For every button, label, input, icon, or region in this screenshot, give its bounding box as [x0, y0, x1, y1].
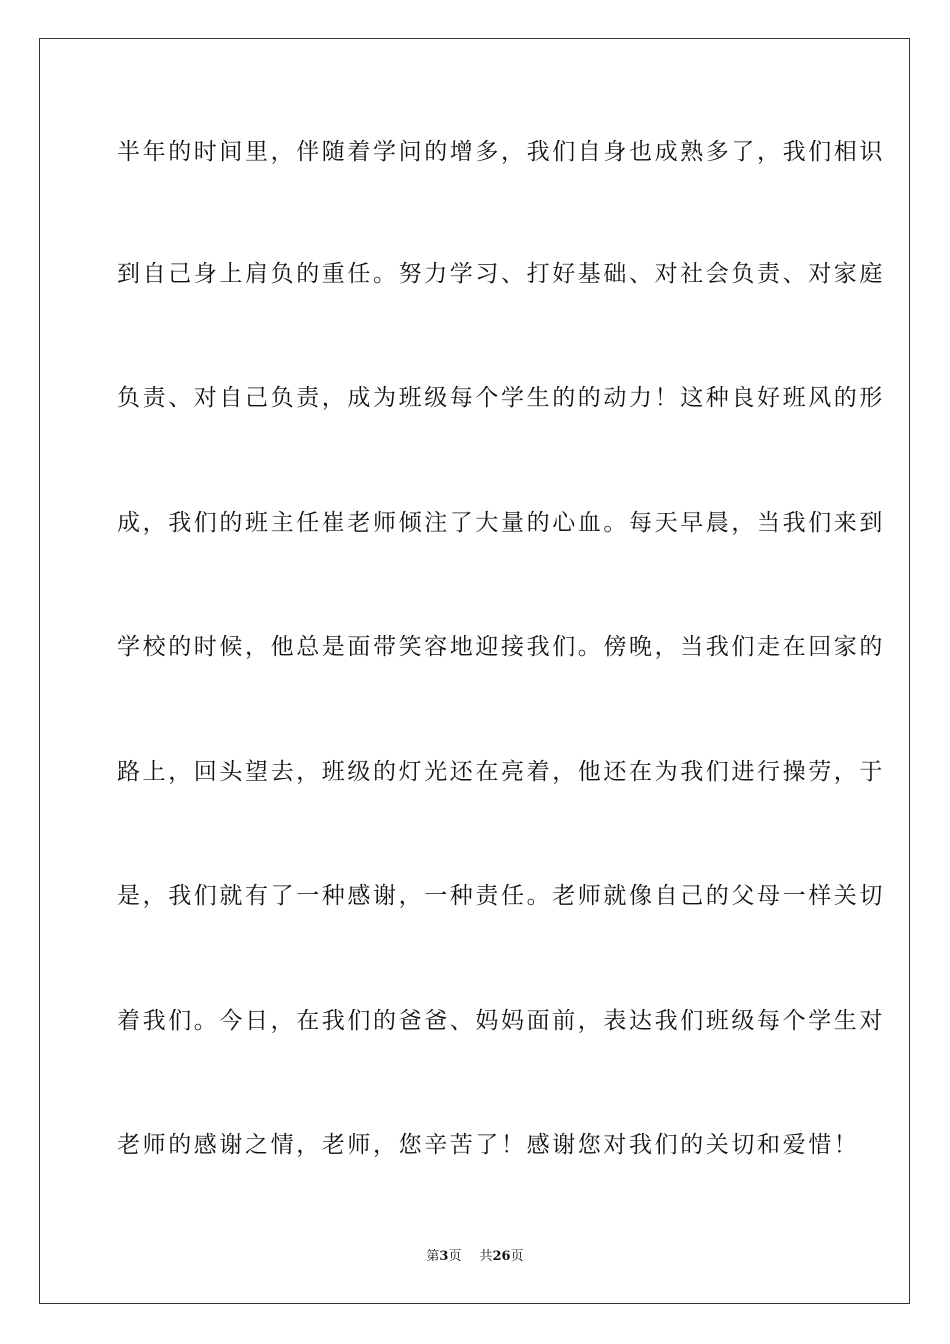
page-footer [0, 1248, 950, 1266]
body-line-4: 成，我们的班主任崔老师倾注了大量的心血。每天早晨，当我们来到 [117, 510, 885, 536]
page-total-suffix: 页 [510, 1249, 524, 1264]
body-line-6: 路上，回头望去，班级的灯光还在亮着，他还在为我们进行操劳，于 [117, 759, 885, 785]
page-number-prefix: 第 [426, 1249, 440, 1264]
page-border [39, 38, 910, 1304]
body-line-1: 半年的时间里，伴随着学问的增多，我们自身也成熟多了，我们相识 [117, 139, 885, 165]
body-line-2: 到自己身上肩负的重任。努力学习、打好基础、对社会负责、对家庭 [117, 261, 885, 287]
page-total-count: 26 [492, 1249, 511, 1264]
body-line-5: 学校的时候，他总是面带笑容地迎接我们。傍晚，当我们走在回家的 [117, 634, 885, 660]
page-number-suffix: 页 [448, 1249, 462, 1264]
body-line-7: 是，我们就有了一种感谢，一种责任。老师就像自己的父母一样关切 [117, 883, 885, 909]
body-line-9: 老师的感谢之情，老师，您辛苦了！感谢您对我们的关切和爱惜！ [117, 1132, 860, 1158]
body-line-8: 着我们。今日，在我们的爸爸、妈妈面前，表达我们班级每个学生对 [117, 1008, 885, 1034]
page-total-prefix: 共 [479, 1249, 493, 1264]
body-line-3: 负责、对自己负责，成为班级每个学生的的动力！这种良好班风的形 [117, 385, 885, 411]
page-number-current: 3 [439, 1249, 449, 1264]
